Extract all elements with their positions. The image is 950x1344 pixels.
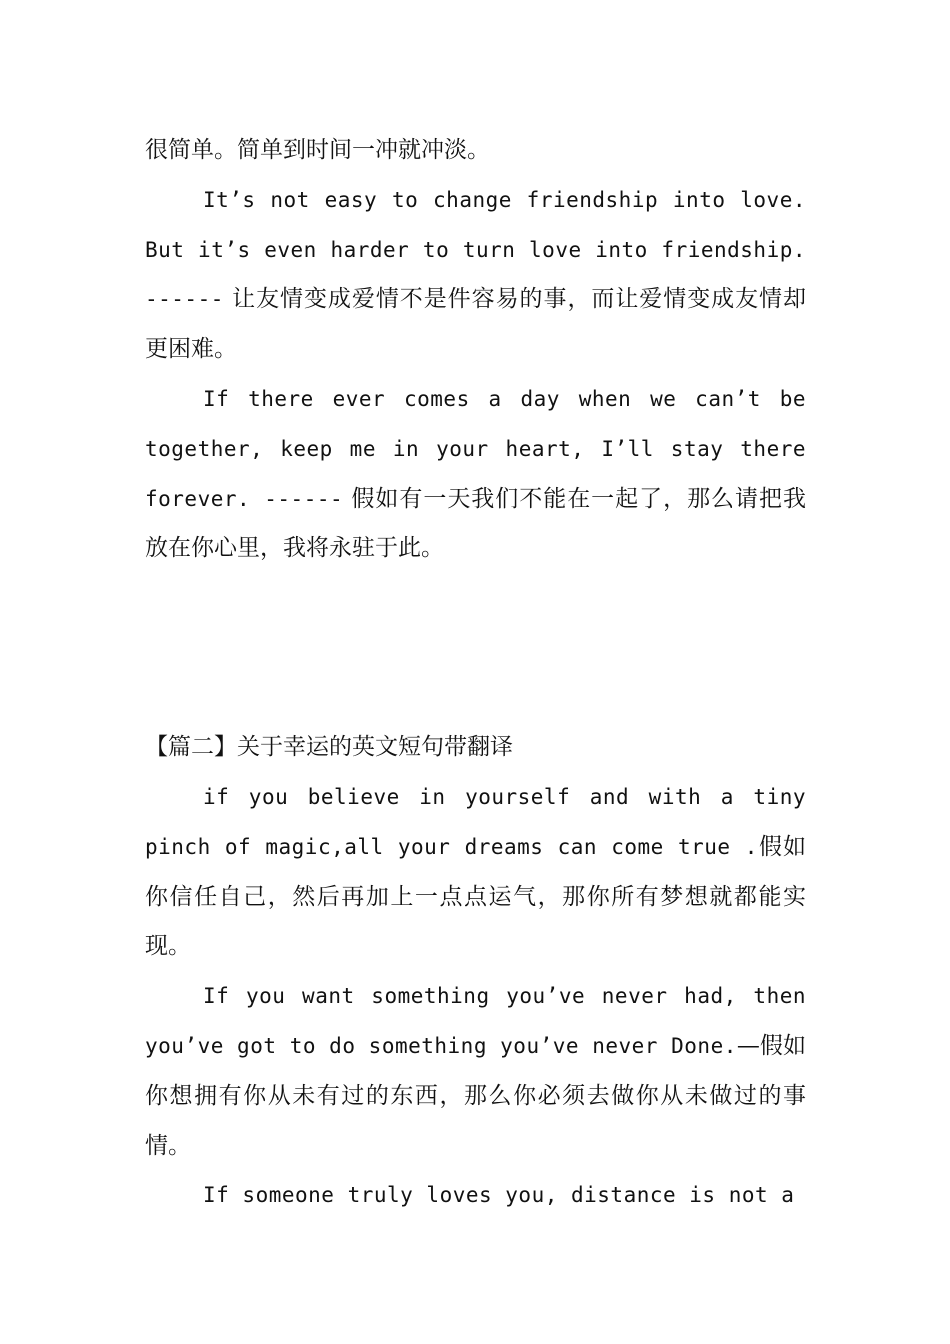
paragraph-text-en: if you believe in yourself and with a tiny pinch of magic,all your dreams can come true . — [145, 784, 806, 859]
paragraph-text-zh: —假如你想拥有你从未有过的东西，那么你必须去做你从未做过的事情。 — [145, 1032, 806, 1159]
paragraph-friendship-love — [145, 176, 806, 375]
paragraph-believe-in-yourself — [145, 773, 806, 972]
paragraph-text-zh: 假如你信任自己，然后再加上一点点运气，那你所有梦想就都能实现。 — [145, 833, 806, 960]
document-body — [145, 126, 806, 1221]
paragraph-text-en: If someone truly loves you, distance is not a — [203, 1183, 795, 1208]
paragraph-text-zh: 假如有一天我们不能在一起了，那么请把我放在你心里，我将永驻于此。 — [145, 485, 806, 562]
paragraph-something-never-had — [145, 972, 806, 1171]
paragraph-continuation — [145, 126, 806, 176]
paragraph-keep-me-in-heart — [145, 375, 806, 574]
paragraph-text-en: It’s not easy to change friendship into love. But it’s even harder to turn love into friendship. ------ — [145, 187, 806, 312]
section-heading: 【篇二】关于幸运的英文短句带翻译 — [145, 734, 513, 761]
paragraph-text-en: If you want something you’ve never had, then you’ve got to do something you’ve never Done. — [145, 984, 806, 1058]
paragraph-text-en: If there ever comes a day when we can’t be together, keep me in your heart, I’ll stay there forever. ------ — [145, 386, 806, 511]
paragraph-truly-loves-you — [145, 1171, 806, 1221]
paragraph-text-zh: 很简单。简单到时间一冲就冲淡。 — [145, 137, 490, 163]
paragraph-text-zh: 让友情变成爱情不是件容易的事，而让爱情变成友情却更困难。 — [145, 286, 806, 363]
section-spacer — [145, 574, 806, 723]
